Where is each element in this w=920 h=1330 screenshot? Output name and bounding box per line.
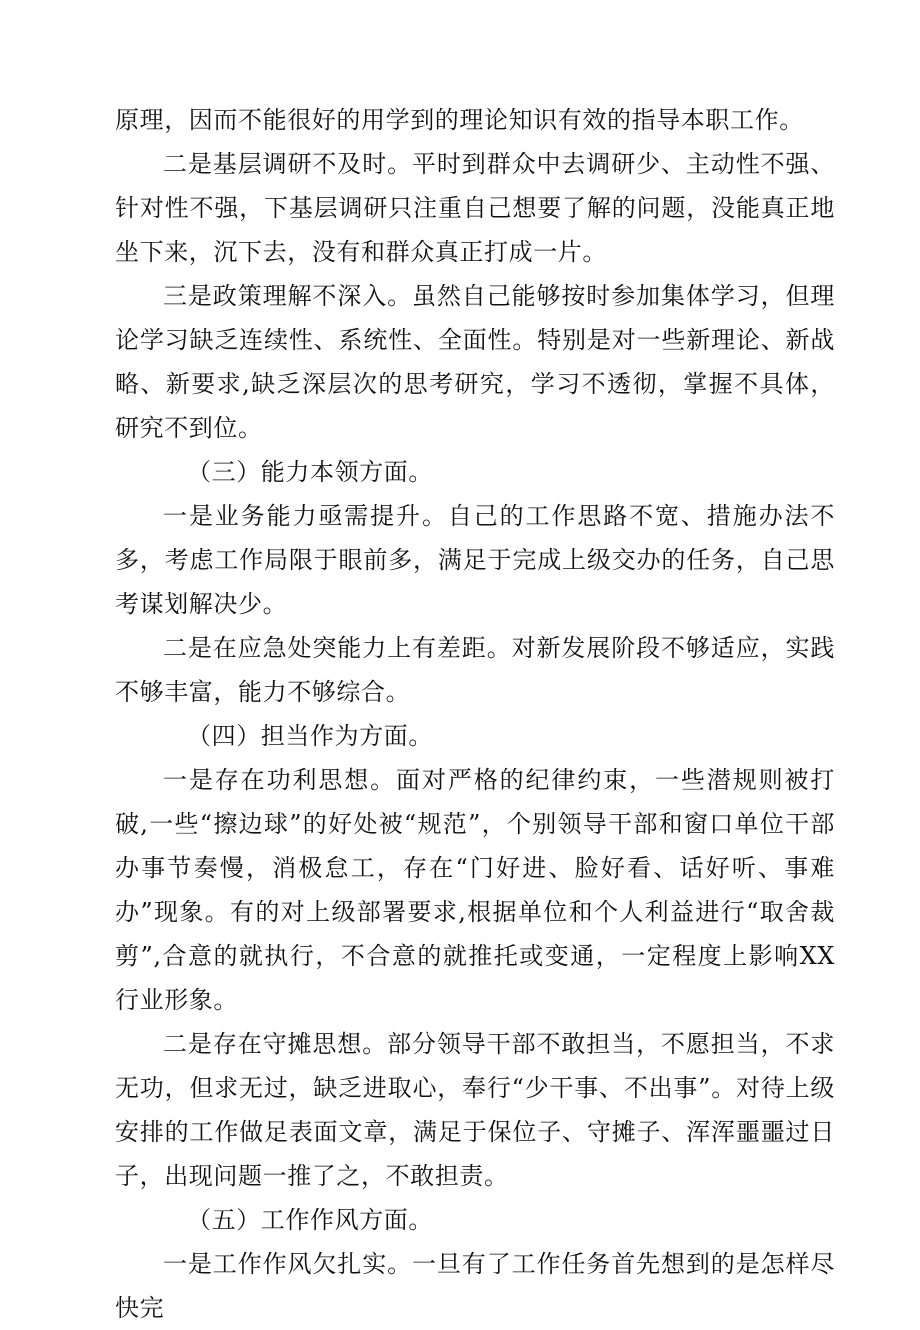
paragraph-work-style: 一是工作作风欠扎实。一旦有了工作任务首先想到的是怎样尽快完 [115, 1250, 835, 1322]
section-heading-ability: （三）能力本领方面。 [187, 458, 433, 486]
section-heading-work-style: （五）工作作风方面。 [187, 1206, 433, 1234]
paragraph-policy-understanding: 三是政策理解不深入。虽然自己能够按时参加集体学习，但理论学习缺乏连续性、系统性、全面性。特别是对一些新理论、新战略、新要求,缺乏深层次的思考研究，学习不透彻，掌握不具体，研究不到位。 [115, 282, 835, 442]
paragraph-status-quo-thinking: 二是存在守摊思想。部分领导干部不敢担当，不愿担当，不求无功，但求无过，缺乏进取心，奉行“少干事、不出事”。对待上级安排的工作做足表面文章，满足于保位子、守摊子、浑浑噩噩过日子，出现问题一推了之，不敢担责。 [115, 1030, 835, 1190]
paragraph-grassroots-research: 二是基层调研不及时。平时到群众中去调研少、主动性不强、针对性不强，下基层调研只注重自己想要了解的问题，没能真正地坐下来，沉下去，没有和群众真正打成一片。 [115, 150, 835, 266]
paragraph-utilitarian-thinking: 一是存在功利思想。面对严格的纪律约束，一些潜规则被打破,一些“擦边球”的好处被“规范”，个别领导干部和窗口单位干部办事节奏慢，消极怠工，存在“门好进、脸好看、话好听、事难办”现象。有的对上级部署要求,根据单位和个人利益进行“取舍裁剪”,合意的就执行，不合意的就推托或变通，一定程度上影响XX行业形象。 [115, 766, 835, 1014]
document-body [115, 98, 835, 1330]
paragraph-emergency-ability: 二是在应急处突能力上有差距。对新发展阶段不够适应，实践不够丰富，能力不够综合。 [115, 634, 835, 706]
paragraph-principle-continuation: 原理，因而不能很好的用学到的理论知识有效的指导本职工作。 [115, 106, 804, 134]
section-heading-responsibility: （四）担当作为方面。 [187, 722, 433, 750]
paragraph-business-ability: 一是业务能力亟需提升。自己的工作思路不宽、措施办法不多，考虑工作局限于眼前多，满足于完成上级交办的任务，自己思考谋划解决少。 [115, 502, 835, 618]
